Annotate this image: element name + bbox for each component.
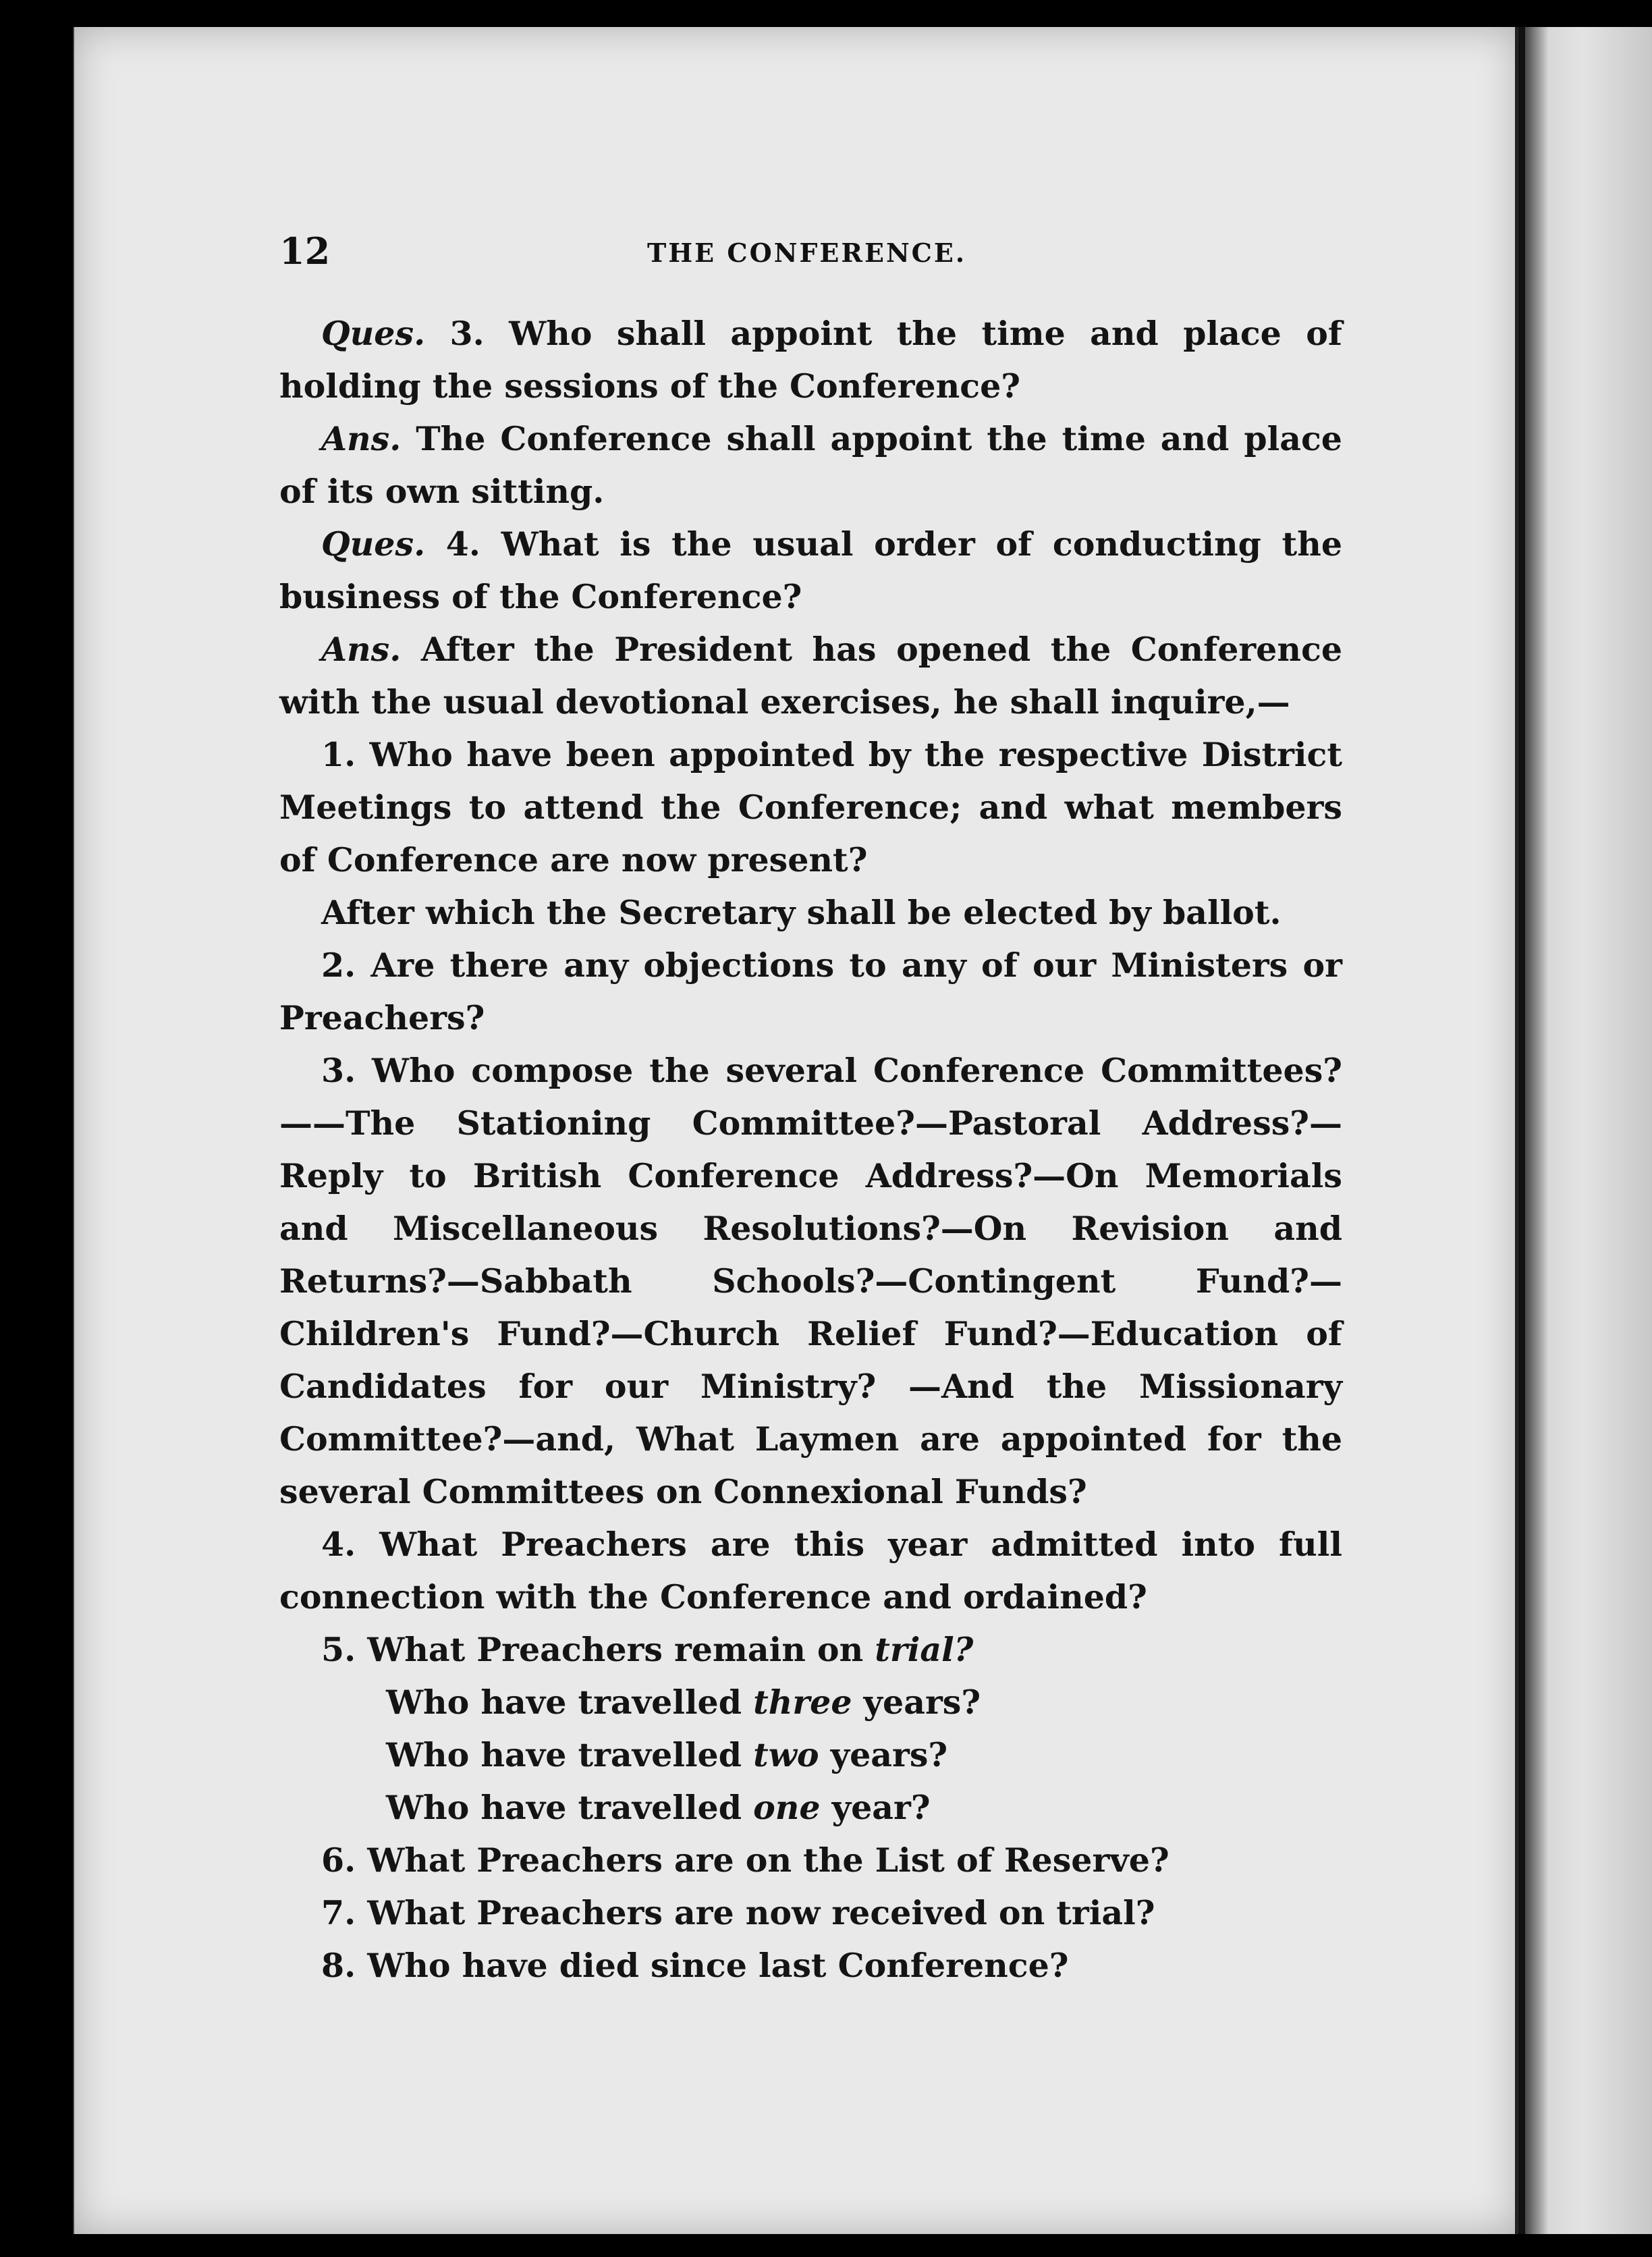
sub-item-italic: two	[753, 1735, 819, 1774]
list-item-1: 1. Who have been appointed by the respective District Meetings to attend the Conference; and what members of Conference are now present?	[279, 735, 1342, 879]
list-item-5-text: 5. What Preachers remain on	[321, 1630, 875, 1669]
answer-3	[279, 412, 1342, 518]
list-item-2: 2. Are there any objections to any of our Ministers or Preachers?	[279, 946, 1342, 1037]
question-label: Ques.	[321, 314, 426, 353]
list-item-3: 3. Who compose the several Conference Committees?——The Stationing Committee?—Pastoral Address?—Reply to British Conference Address?—On Memorials and Miscellaneous Resolutions?—On Revision and Returns?—Sabbath Schools?—Contingent Fund?—Children's Fund?—Church Relief Fund?—Education of Candidates for our Ministry? —And the Missionary Committee?—and, What Laymen are appointed for the several Committees on Connexional Funds?	[279, 1051, 1342, 1511]
answer-text: The Conference shall appoint the time and place of its own sitting.	[279, 419, 1342, 511]
sub-item-text: Who have travelled	[386, 1735, 754, 1774]
page-header	[279, 229, 1332, 283]
page-number: 12	[279, 229, 331, 273]
sub-item-text: Who have travelled	[386, 1683, 754, 1722]
body-text	[279, 307, 1342, 1992]
question-text: 3. Who shall appoint the time and place of holding the sessions of the Conference?	[279, 314, 1342, 406]
list-item-6: 6. What Preachers are on the List of Reserve?	[321, 1841, 1169, 1880]
question-text: 4. What is the usual order of conducting the business of the Conference?	[279, 524, 1342, 616]
list-item-7: 7. What Preachers are now received on trial?	[321, 1893, 1155, 1932]
question-3	[279, 307, 1342, 412]
list-item-5-italic: trial?	[875, 1630, 974, 1669]
sub-item-italic: three	[753, 1683, 852, 1722]
answer-text: After the President has opened the Conference with the usual devotional exercises, he shall inquire,—	[279, 630, 1342, 722]
list-item-5a	[279, 1676, 1342, 1729]
answer-label: Ans.	[321, 630, 402, 669]
answer-label: Ans.	[321, 419, 402, 458]
sub-item-italic: one	[753, 1788, 821, 1827]
question-label: Ques.	[321, 524, 426, 564]
list-item-5b	[279, 1729, 1342, 1781]
sub-item-text-end: years?	[852, 1683, 981, 1722]
list-item-1-note: After which the Secretary shall be elected by ballot.	[321, 893, 1282, 932]
list-item-5c	[279, 1781, 1342, 1834]
answer-4	[279, 623, 1342, 728]
running-head: THE CONFERENCE.	[647, 238, 967, 268]
list-item-8: 8. Who have died since last Conference?	[321, 1946, 1069, 1985]
book-gutter	[1518, 27, 1525, 2234]
question-4	[279, 518, 1342, 623]
list-item-4: 4. What Preachers are this year admitted into full connection with the Conference and ordained?	[279, 1525, 1342, 1616]
sub-item-text-end: year?	[820, 1788, 931, 1827]
facing-page-edge	[1515, 27, 1652, 2234]
sub-item-text-end: years?	[819, 1735, 948, 1774]
list-item-5	[279, 1623, 1342, 1676]
sub-item-text: Who have travelled	[386, 1788, 754, 1827]
